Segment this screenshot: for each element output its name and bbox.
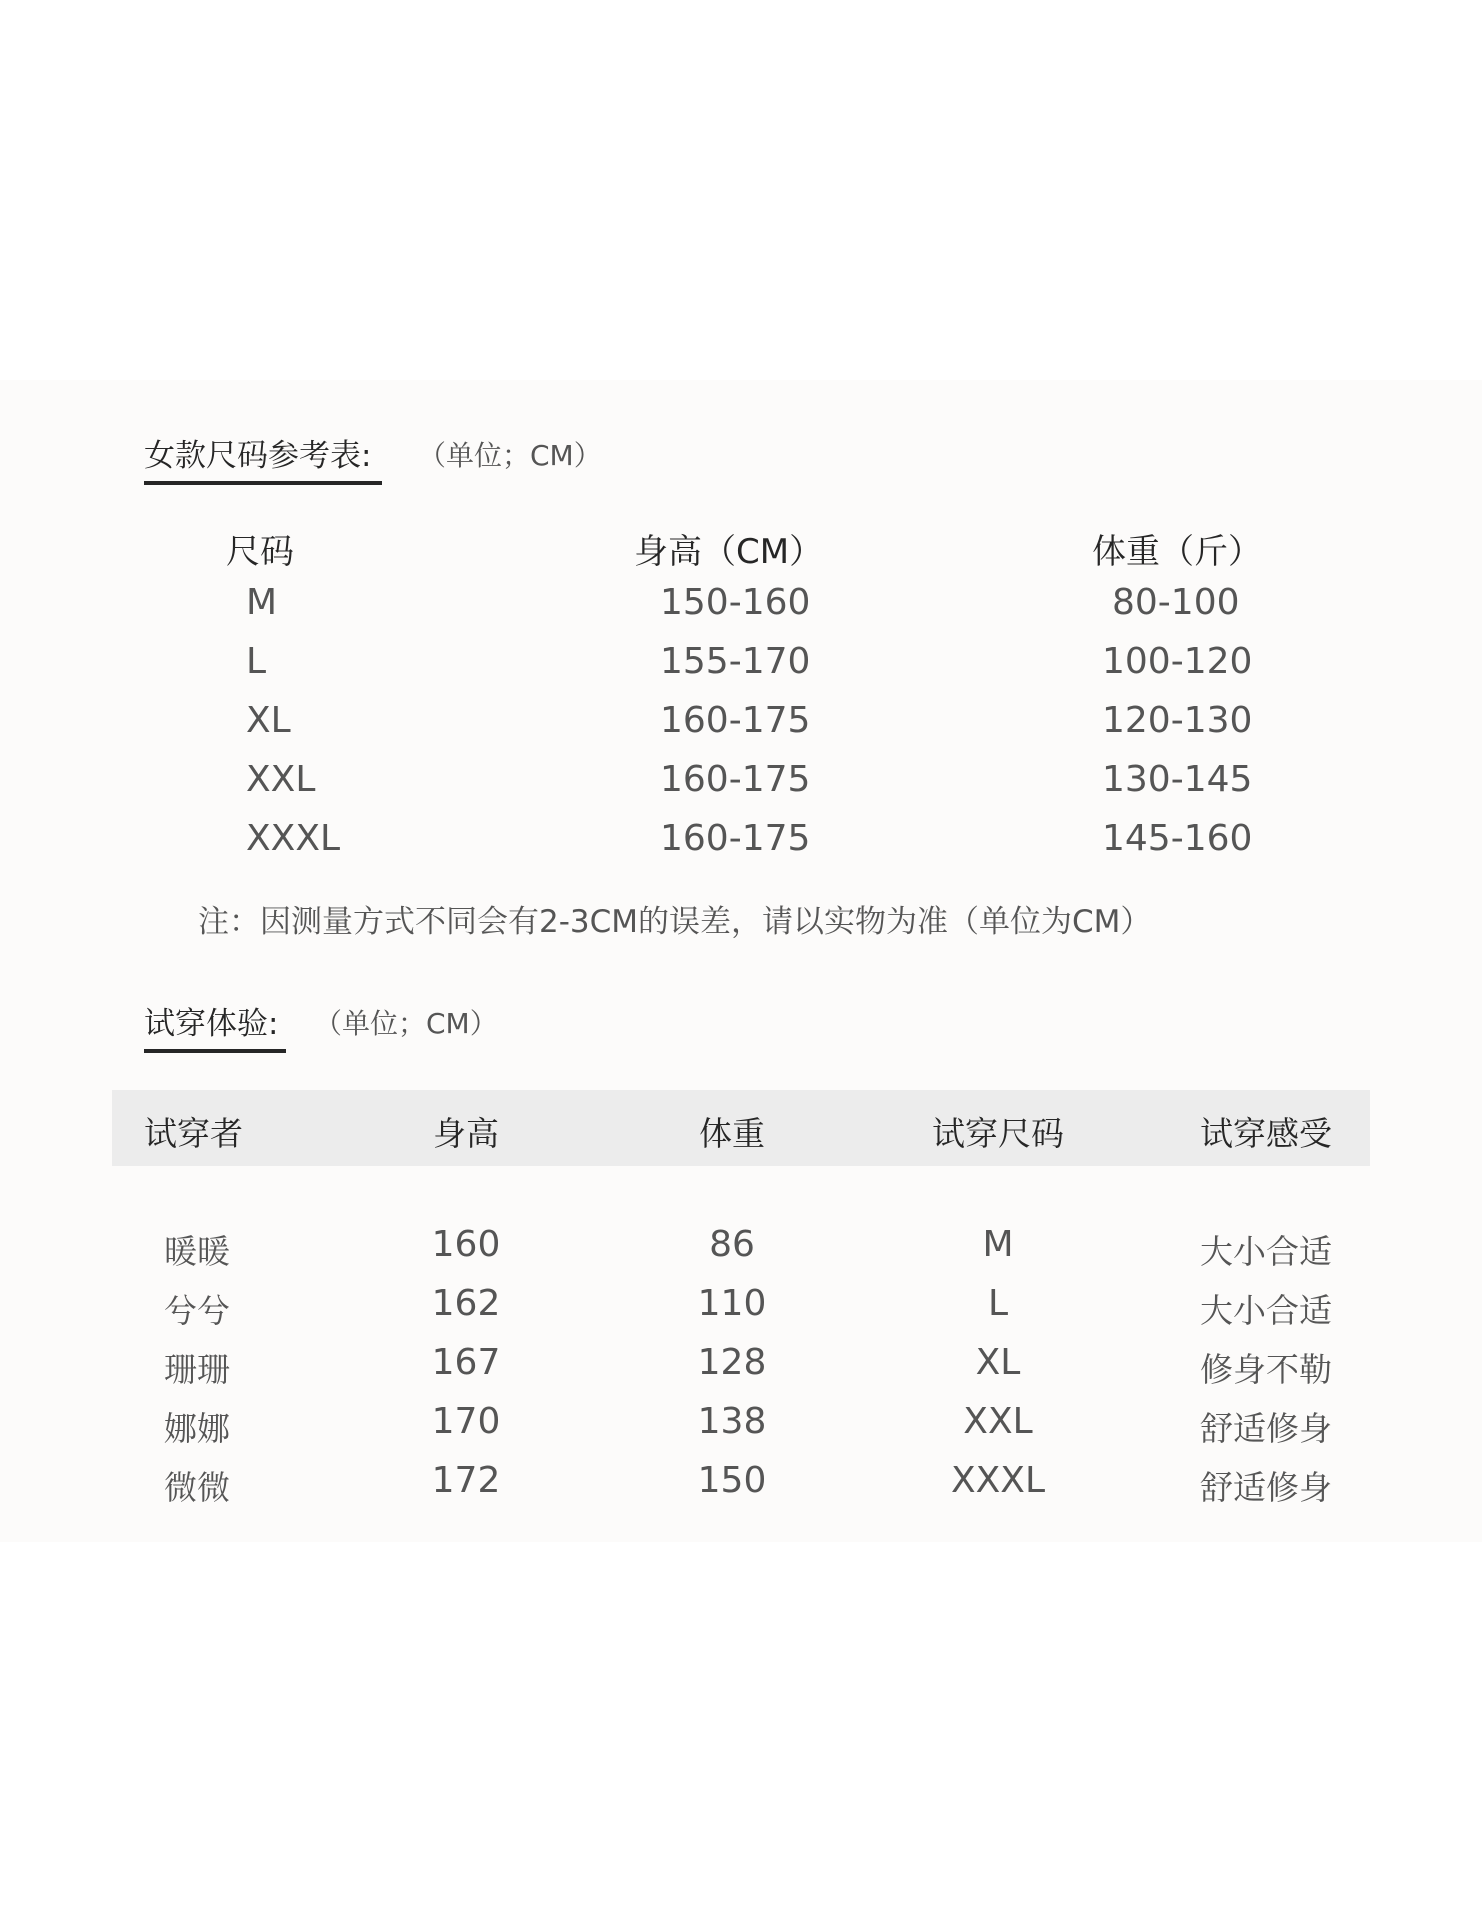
height-cell: 160-175 — [660, 759, 811, 800]
size-chart-title-colon: : — [361, 438, 372, 474]
weight-cell: 128 — [697, 1342, 767, 1383]
size-cell: XXXL — [246, 818, 341, 859]
try-on-title-underline — [144, 1049, 286, 1053]
person-cell: 珊珊 — [164, 1350, 230, 1389]
weight-cell: 130-145 — [1102, 759, 1253, 800]
size-cell: M — [982, 1224, 1014, 1265]
size-cell: XXXL — [950, 1460, 1046, 1501]
height-cell: 150-160 — [660, 582, 811, 623]
try-on-title-colon: : — [268, 1006, 279, 1042]
size-chart-unit-note: （单位；CM） — [418, 439, 602, 472]
weight-cell: 120-130 — [1102, 700, 1253, 741]
try-on-title: 试穿体验 — [144, 1006, 268, 1042]
feeling-cell: 舒适修身 — [1200, 1468, 1332, 1507]
size-chart-col-height: 身高（CM） — [634, 532, 824, 572]
try-on-unit-note: （单位；CM） — [314, 1007, 498, 1040]
try-on-col-height: 身高 — [433, 1114, 499, 1153]
person-cell: 暖暖 — [164, 1232, 230, 1271]
height-cell: 155-170 — [660, 641, 811, 682]
weight-cell: 80-100 — [1112, 582, 1240, 623]
weight-cell: 100-120 — [1102, 641, 1253, 682]
size-chart-col-size: 尺码 — [226, 532, 294, 572]
size-cell: XL — [975, 1342, 1021, 1383]
feeling-cell: 舒适修身 — [1200, 1409, 1332, 1448]
person-cell: 兮兮 — [164, 1291, 230, 1330]
weight-cell: 110 — [697, 1283, 767, 1324]
person-cell: 微微 — [164, 1468, 230, 1507]
size-chart-title-underline — [144, 481, 382, 485]
size-chart-col-weight: 体重（斤） — [1092, 532, 1262, 572]
height-cell: 160 — [431, 1224, 501, 1265]
weight-cell: 86 — [709, 1224, 755, 1265]
size-cell: XXL — [246, 759, 316, 800]
height-cell: 167 — [431, 1342, 501, 1383]
size-cell: L — [987, 1283, 1009, 1324]
height-cell: 172 — [431, 1460, 501, 1501]
weight-cell: 138 — [697, 1401, 767, 1442]
height-cell: 160-175 — [660, 700, 811, 741]
size-chart-footnote: 注：因测量方式不同会有2-3CM的误差，请以实物为准（单位为CM） — [198, 904, 1152, 940]
feeling-cell: 修身不勒 — [1200, 1350, 1332, 1389]
try-on-col-weight: 体重 — [699, 1114, 765, 1153]
height-cell: 162 — [431, 1283, 501, 1324]
size-cell: L — [246, 641, 267, 682]
person-cell: 娜娜 — [164, 1409, 230, 1448]
size-chart-title: 女款尺码参考表 — [144, 438, 361, 474]
weight-cell: 145-160 — [1102, 818, 1253, 859]
size-cell: XXL — [963, 1401, 1033, 1442]
feeling-cell: 大小合适 — [1200, 1291, 1332, 1330]
try-on-col-feeling: 试穿感受 — [1200, 1114, 1332, 1153]
height-cell: 170 — [431, 1401, 501, 1442]
try-on-heading — [144, 998, 278, 1043]
size-chart-heading — [144, 430, 371, 475]
height-cell: 160-175 — [660, 818, 811, 859]
size-cell: M — [246, 582, 278, 623]
try-on-col-size: 试穿尺码 — [932, 1114, 1064, 1153]
feeling-cell: 大小合适 — [1200, 1232, 1332, 1271]
try-on-col-person: 试穿者 — [144, 1114, 243, 1153]
size-cell: XL — [246, 700, 291, 741]
weight-cell: 150 — [697, 1460, 767, 1501]
